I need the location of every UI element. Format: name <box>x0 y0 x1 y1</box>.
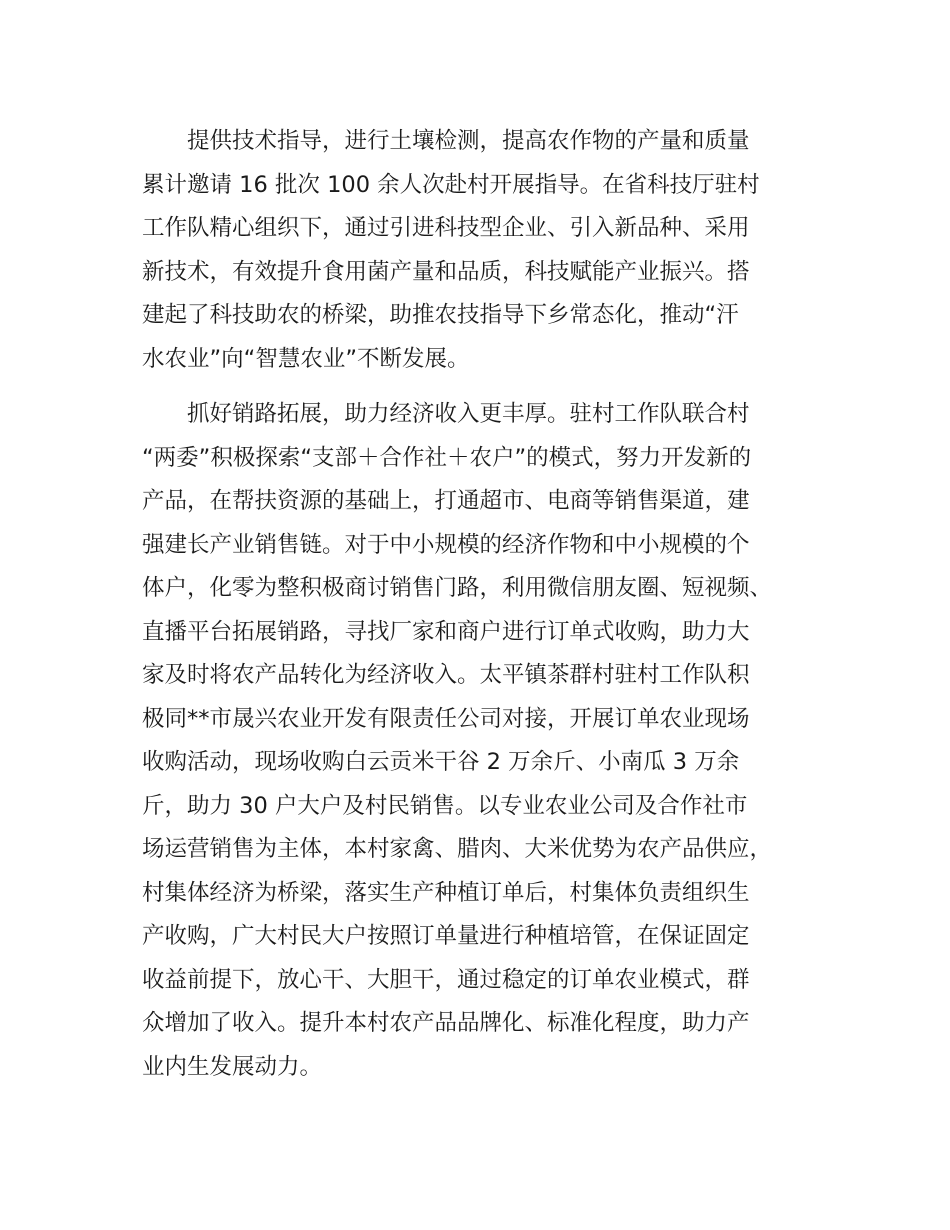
text-line: 产收购，广大村民大户按照订单量进行种植培管，在保证固定 <box>142 923 750 949</box>
text-line: 水农业”向“智慧农业”不断发展。 <box>142 345 470 372</box>
text-line: 收购活动，现场收购白云贡米干谷 2 万余斤、小南瓜 3 万余 <box>142 749 740 775</box>
text-line: 抓好销路拓展，助力经济收入更丰厚。驻村工作队联合村 <box>142 401 750 427</box>
text-line: “两委”积极探索“支部＋合作社＋农户”的模式，努力开发新的 <box>142 444 752 471</box>
text-line: 收益前提下，放心干、大胆干，通过稳定的订单农业模式，群 <box>142 966 750 993</box>
text-line: 产品，在帮扶资源的基础上，打通超市、电商等销售渠道，建 <box>142 488 750 514</box>
text-line: 新技术，有效提升食用菌产量和品质，科技赋能产业振兴。搭 <box>142 258 750 285</box>
text-line: 体户，化零为整积极商讨销售门路，利用微信朋友圈、短视频、 <box>142 575 773 601</box>
text-line: 极同**市晟兴农业开发有限责任公司对接，开展订单农业现场 <box>142 705 750 732</box>
text-line: 斤，助力 30 户大户及村民销售。以专业农业公司及合作社市 <box>142 792 748 819</box>
text-line: 众增加了收入。提升本村农产品品牌化、标准化程度，助力产 <box>142 1010 750 1036</box>
paragraph-tech-guidance <box>142 120 842 381</box>
text-line: 村集体经济为桥梁，落实生产种植订单后，村集体负责组织生 <box>142 879 750 906</box>
text-line: 建起了科技助农的桥梁，助推农技指导下乡常态化，推动“汗 <box>142 302 739 328</box>
text-line: 直播平台拓展销路，寻找厂家和商户进行订单式收购，助力大 <box>142 618 750 645</box>
text-line: 提供技术指导，进行土壤检测，提高农作物的产量和质量 <box>142 128 750 154</box>
text-line: 家及时将农产品转化为经济收入。太平镇茶群村驻村工作队积 <box>142 662 750 688</box>
text-line: 工作队精心组织下，通过引进科技型企业、引入新品种、采用 <box>142 215 750 241</box>
text-line: 业内生发展动力。 <box>142 1053 323 1080</box>
text-line: 强建长产业销售链。对于中小规模的经济作物和中小规模的个 <box>142 531 750 558</box>
paragraph-sales-expansion <box>142 393 842 1089</box>
text-line: 场运营销售为主体，本村家禽、腊肉、大米优势为农产品供应， <box>142 836 773 862</box>
text-line: 累计邀请 16 批次 100 余人次赴村开展指导。在省科技厅驻村 <box>142 171 760 198</box>
